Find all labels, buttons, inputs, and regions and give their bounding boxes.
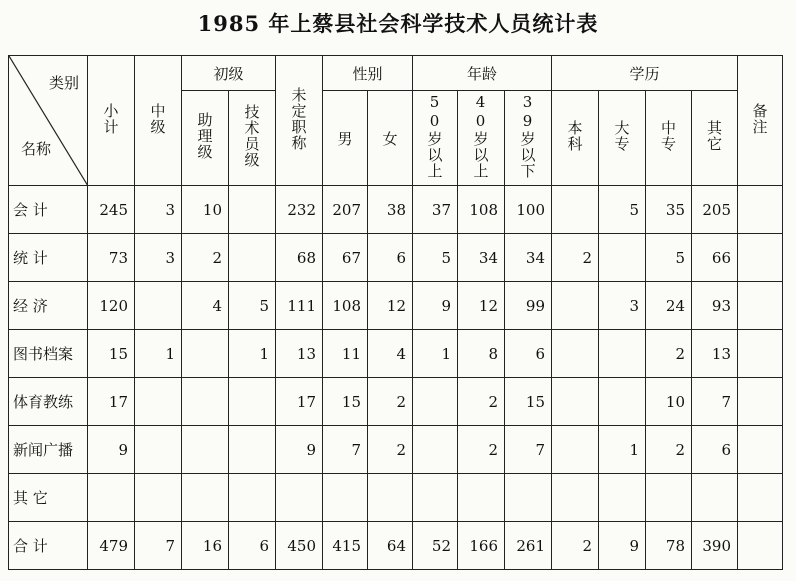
row-label: 统 计 — [9, 234, 88, 282]
table-cell: 2 — [552, 234, 599, 282]
table-cell: 261 — [505, 522, 552, 570]
table-cell: 5 — [413, 234, 458, 282]
row-label: 新闻广播 — [9, 426, 88, 474]
table-cell: 120 — [88, 282, 135, 330]
age-39-under-header: 39岁以下 — [505, 91, 552, 186]
table-cell: 2 — [368, 426, 413, 474]
table-cell — [135, 474, 182, 522]
table-cell: 1 — [135, 330, 182, 378]
table-cell: 479 — [88, 522, 135, 570]
table-cell: 68 — [276, 234, 323, 282]
table-cell: 7 — [135, 522, 182, 570]
table-cell: 12 — [458, 282, 505, 330]
intermediate-header: 中级 — [135, 56, 182, 186]
row-label: 图书档案 — [9, 330, 88, 378]
table-cell — [552, 186, 599, 234]
table-cell — [368, 474, 413, 522]
table-cell — [182, 474, 229, 522]
row-label: 体育教练 — [9, 378, 88, 426]
table-cell: 67 — [323, 234, 368, 282]
junior-group-header: 初级 — [182, 56, 276, 91]
table-cell — [229, 378, 276, 426]
table-cell: 66 — [692, 234, 738, 282]
table-cell — [505, 474, 552, 522]
table-cell — [738, 378, 783, 426]
subtotal-header: 小计 — [88, 56, 135, 186]
remarks-header: 备注 — [738, 56, 783, 186]
table-cell: 9 — [599, 522, 646, 570]
table-cell: 15 — [88, 330, 135, 378]
table-cell: 10 — [646, 378, 692, 426]
table-cell: 2 — [458, 378, 505, 426]
table-cell — [229, 186, 276, 234]
table-cell: 390 — [692, 522, 738, 570]
table-cell: 8 — [458, 330, 505, 378]
gender-group-header: 性别 — [323, 56, 413, 91]
table-cell — [135, 426, 182, 474]
table-cell: 10 — [182, 186, 229, 234]
row-label: 经 济 — [9, 282, 88, 330]
table-cell: 35 — [646, 186, 692, 234]
table-cell: 5 — [599, 186, 646, 234]
table-cell: 17 — [88, 378, 135, 426]
table-row — [9, 234, 783, 282]
table-cell — [88, 474, 135, 522]
table-cell: 13 — [276, 330, 323, 378]
table-cell — [552, 330, 599, 378]
table-cell: 450 — [276, 522, 323, 570]
table-cell: 4 — [368, 330, 413, 378]
table-cell — [458, 474, 505, 522]
table-cell — [552, 426, 599, 474]
table-cell — [135, 282, 182, 330]
table-cell: 3 — [599, 282, 646, 330]
table-cell: 24 — [646, 282, 692, 330]
table-cell: 78 — [646, 522, 692, 570]
bachelor-header: 本科 — [552, 91, 599, 186]
table-cell: 4 — [182, 282, 229, 330]
table-cell — [413, 474, 458, 522]
table-cell: 2 — [368, 378, 413, 426]
table-cell: 5 — [229, 282, 276, 330]
table-cell: 7 — [505, 426, 552, 474]
table-cell: 6 — [368, 234, 413, 282]
education-group-header: 学历 — [552, 56, 738, 91]
table-cell — [229, 474, 276, 522]
table-cell — [738, 330, 783, 378]
table-cell — [229, 426, 276, 474]
table-cell: 15 — [505, 378, 552, 426]
college-header: 大专 — [599, 91, 646, 186]
secondary-header: 中专 — [646, 91, 692, 186]
table-cell: 37 — [413, 186, 458, 234]
table-cell — [323, 474, 368, 522]
table-cell: 415 — [323, 522, 368, 570]
row-label: 合 计 — [9, 522, 88, 570]
age-group-header: 年龄 — [413, 56, 552, 91]
table-row — [9, 330, 783, 378]
other-education-header: 其它 — [692, 91, 738, 186]
row-label: 会 计 — [9, 186, 88, 234]
table-cell — [413, 378, 458, 426]
table-cell: 9 — [413, 282, 458, 330]
table-cell: 17 — [276, 378, 323, 426]
table-cell — [738, 186, 783, 234]
table-cell: 7 — [692, 378, 738, 426]
table-cell: 12 — [368, 282, 413, 330]
table-cell: 6 — [505, 330, 552, 378]
table-cell: 15 — [323, 378, 368, 426]
table-row — [9, 522, 783, 570]
table-cell: 205 — [692, 186, 738, 234]
table-cell — [738, 234, 783, 282]
table-cell — [599, 330, 646, 378]
table-cell: 1 — [599, 426, 646, 474]
table-cell — [692, 474, 738, 522]
table-cell: 13 — [692, 330, 738, 378]
age-50-plus-header: 50岁以上 — [413, 91, 458, 186]
table-cell — [276, 474, 323, 522]
table-cell — [599, 378, 646, 426]
table-cell — [552, 474, 599, 522]
table-cell: 5 — [646, 234, 692, 282]
table-cell: 99 — [505, 282, 552, 330]
table-cell: 64 — [368, 522, 413, 570]
table-row — [9, 186, 783, 234]
table-cell — [182, 426, 229, 474]
table-cell: 207 — [323, 186, 368, 234]
table-cell — [229, 234, 276, 282]
table-cell: 108 — [458, 186, 505, 234]
table-cell: 52 — [413, 522, 458, 570]
statistics-table — [8, 55, 783, 570]
table-cell: 100 — [505, 186, 552, 234]
table-cell — [552, 378, 599, 426]
corner-header-cell — [9, 56, 88, 186]
table-cell — [738, 426, 783, 474]
table-cell: 3 — [135, 186, 182, 234]
table-cell: 1 — [413, 330, 458, 378]
technician-header: 技术员级 — [229, 91, 276, 186]
table-cell — [738, 522, 783, 570]
corner-category-label: 类别 — [48, 74, 79, 92]
table-cell: 245 — [88, 186, 135, 234]
table-cell: 38 — [368, 186, 413, 234]
table-cell — [599, 474, 646, 522]
male-header: 男 — [323, 91, 368, 186]
table-cell: 7 — [323, 426, 368, 474]
table-cell: 1 — [229, 330, 276, 378]
table-cell: 6 — [692, 426, 738, 474]
table-cell: 2 — [646, 426, 692, 474]
table-row — [9, 474, 783, 522]
untitled-header: 未定职称 — [276, 56, 323, 186]
female-header: 女 — [368, 91, 413, 186]
table-cell — [738, 282, 783, 330]
table-cell — [135, 378, 182, 426]
table-cell: 2 — [552, 522, 599, 570]
corner-name-label: 名称 — [21, 140, 52, 158]
age-40-plus-header: 40岁以上 — [458, 91, 505, 186]
table-cell — [646, 474, 692, 522]
table-cell: 232 — [276, 186, 323, 234]
table-cell: 34 — [458, 234, 505, 282]
table-row — [9, 426, 783, 474]
table-cell: 73 — [88, 234, 135, 282]
table-row — [9, 378, 783, 426]
table-cell — [552, 282, 599, 330]
table-cell: 2 — [458, 426, 505, 474]
table-cell: 9 — [276, 426, 323, 474]
table-cell: 93 — [692, 282, 738, 330]
table-row — [9, 282, 783, 330]
table-cell — [599, 234, 646, 282]
table-cell: 2 — [646, 330, 692, 378]
table-cell — [182, 378, 229, 426]
page-title: 1985 年上蔡县社会科学技术人员统计表 — [197, 11, 599, 36]
table-cell — [182, 330, 229, 378]
table-cell: 9 — [88, 426, 135, 474]
table-cell: 11 — [323, 330, 368, 378]
table-cell: 108 — [323, 282, 368, 330]
table-cell: 166 — [458, 522, 505, 570]
table-cell: 3 — [135, 234, 182, 282]
table-cell: 6 — [229, 522, 276, 570]
table-cell: 34 — [505, 234, 552, 282]
table-cell: 16 — [182, 522, 229, 570]
table-cell — [738, 474, 783, 522]
row-label: 其 它 — [9, 474, 88, 522]
assistant-header: 助理级 — [182, 91, 229, 186]
table-cell: 111 — [276, 282, 323, 330]
table-cell: 2 — [182, 234, 229, 282]
table-cell — [413, 426, 458, 474]
